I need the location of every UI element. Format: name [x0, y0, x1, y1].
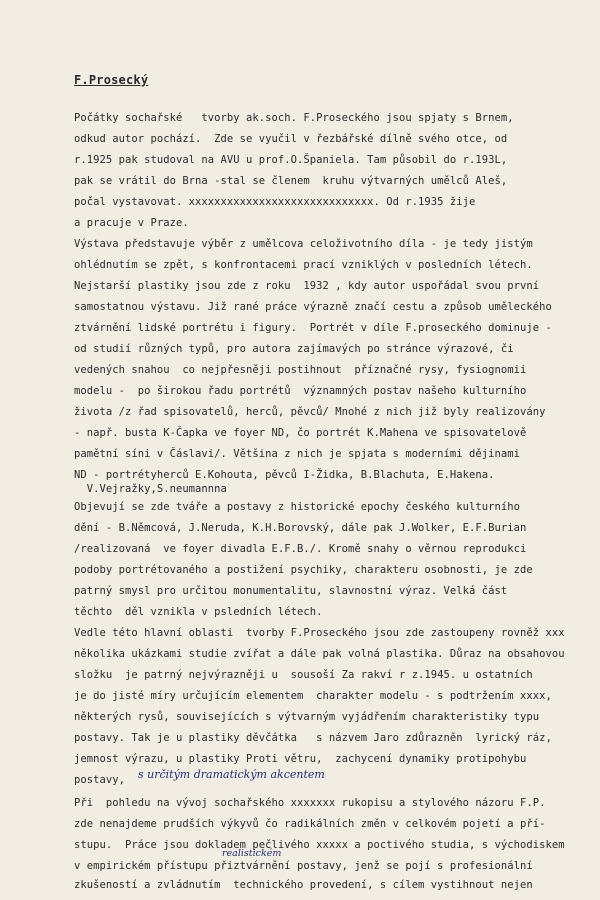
- text-line: a pracuje v Praze.: [74, 217, 189, 229]
- text-line: Výstava představuje výběr z umělcova celoživotního díla - je tedy jistým: [74, 238, 533, 250]
- text-line: Objevují se zde tváře a postavy z historické epochy českého kulturního: [74, 501, 521, 513]
- text-line: pak se vrátil do Brna -stal se členem kruhu výtvarných umělců Aleš,: [74, 175, 508, 187]
- text-line: dění - B.Němcová, J.Neruda, K.H.Borovský, dále pak J.Wolker, E.F.Burian: [74, 522, 527, 534]
- text-line: několika ukázkami studie zvířat a dále pak volná plastika. Důraz na obsahovou: [74, 648, 565, 660]
- document-heading: F.Prosecký: [74, 73, 149, 87]
- text-line: Počátky sochařské tvorby ak.soch. F.Proseckého jsou spjaty s Brnem,: [74, 112, 514, 124]
- text-line: ztvárnění lidské portrétu i figury. Portrét v díle F.proseckého dominuje -: [74, 322, 552, 334]
- text-line: - např. busta K-Čapka ve foyer ND, čo portrét K.Mahena ve spisovatelově: [74, 427, 527, 439]
- text-line: Vedle této hlavní oblasti tvorby F.Proseckého jsou zde zastoupeny rovněž xxx: [74, 627, 565, 639]
- text-line: Při pohledu na vývoj sochařského xxxxxxx rukopisu a stylového názoru F.P.: [74, 797, 546, 809]
- text-line: zkušeností a zvládnutím technického provedení, s cílem vystihnout nejen: [74, 879, 533, 891]
- text-line: života /z řad spisovatelů, herců, pěvců/ Mnohé z nich již byly realizovány: [74, 406, 546, 418]
- text-line: modelu - po širokou řadu portrétů významných postav našeho kulturního: [74, 385, 527, 397]
- text-line: ND - portrétyherců E.Kohouta, pěvců I-Židka, B.Blachuta, E.Hakena.: [74, 469, 495, 481]
- text-line: odkud autor pochází. Zde se vyučil v řezbářské dílně svého otce, od: [74, 133, 508, 145]
- text-line: těchto děl vznikla v psledních létech.: [74, 606, 323, 618]
- text-line: počal vystavovat. xxxxxxxxxxxxxxxxxxxxxxxxxxxxx. Od r.1935 žije: [74, 196, 476, 208]
- handwritten-annotation: s určitým dramatickým akcentem: [138, 768, 325, 781]
- text-line: V.Vejražky,S.neumannna: [74, 483, 227, 495]
- text-line: postavy. Tak je u plastiky děvčátka s názvem Jaro zdůrazněn lyrický ráz,: [74, 732, 552, 744]
- text-line: Nejstarší plastiky jsou zde z roku 1932 , kdy autor uspořádal svou první: [74, 280, 540, 292]
- text-line: ohlédnutím se zpět, s konfrontacemi prací vzniklých v posledních létech.: [74, 259, 533, 271]
- handwritten-annotation: realistickém: [222, 848, 282, 859]
- text-line: některých rysů, souvisejících s výtvarným vyjádřením charakteristiky typu: [74, 711, 540, 723]
- text-line: postavy,: [74, 774, 125, 786]
- text-line: pamětní síni v Čáslavi/. Většina z nich je spjata s moderními dějinami: [74, 448, 521, 460]
- text-line: zde nenajdeme prudších výkyvů čo radikálních změn v celkovém pojetí a pří-: [74, 818, 546, 830]
- text-line: patrný smysl pro určitou monumentalitu, slavnostní výraz. Velká část: [74, 585, 508, 597]
- text-line: stupu. Práce jsou dokladem pečlivého xxxxx a poctivého studia, s východiskem: [74, 839, 565, 851]
- text-line: od studií různých typů, pro autora zajímavých po stránce výrazové, či: [74, 343, 514, 355]
- text-line: jemnost výrazu, u plastiky Proti větru, zachycení dynamiky protipohybu: [74, 753, 527, 765]
- text-line: vedených snahou co nejpřesněji postihnout příznačné rysy, fysiognomii: [74, 364, 527, 376]
- text-line: podoby portrétovaného a postižení psychiky, charakteru osobnosti, je zde: [74, 564, 533, 576]
- text-line: /realizovaná ve foyer divadla E.F.B./. Kromě snahy o věrnou reprodukci: [74, 543, 527, 555]
- text-line: v empirickém přístupu přiztvárnění postavy, jenž se pojí s profesionální: [74, 860, 533, 872]
- text-line: je do jisté míry určujícím elementem charakter modelu - s podtržením xxxx,: [74, 690, 552, 702]
- text-line: samostatnou výstavu. Již rané práce výrazně značí cestu a způsob uměleckého: [74, 301, 552, 313]
- text-line: r.1925 pak studoval na AVU u prof.O.Španiela. Tam působil do r.193L,: [74, 154, 508, 166]
- text-line: složku je patrný nejvýrazněji u sousoší Za rakví r z.1945. u ostatních: [74, 669, 533, 681]
